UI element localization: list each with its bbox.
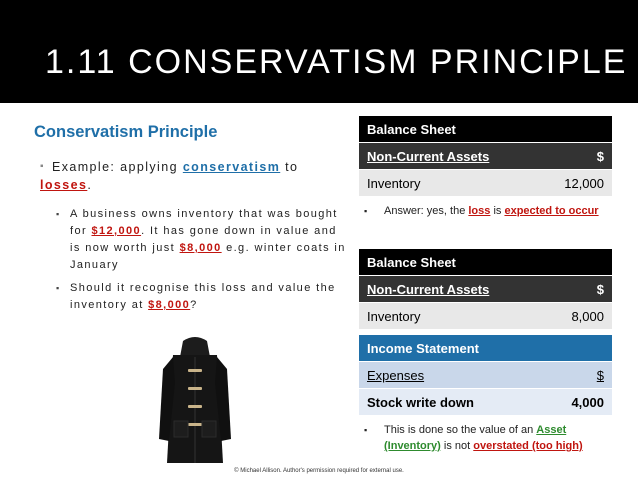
square-bullet-icon: ▪ (56, 209, 61, 219)
table-row (359, 303, 612, 330)
table-row-label: Inventory (359, 170, 539, 197)
bullet1-mid: . It has gone down in value and is now worth just (70, 225, 337, 254)
bullet2-post: ? (190, 299, 198, 311)
balance-sheet-after (359, 249, 612, 330)
amount-12000: $12,000 (91, 225, 142, 237)
sub-bullet-question (56, 280, 346, 314)
table-row (359, 389, 612, 416)
amount-8000: $8,000 (179, 242, 222, 254)
keyword-losses: losses (40, 178, 88, 192)
bullet2-pre: Should it recognise this loss and value the inventory at (70, 282, 336, 311)
table-header-row (359, 116, 612, 143)
example-text-post: . (87, 178, 93, 192)
copyright-footer: © Michael Allison. Author's permission required for external use. (234, 468, 404, 474)
table-section-row (359, 362, 612, 389)
table-currency: $ (539, 143, 612, 170)
table-row-value: 12,000 (539, 170, 612, 197)
square-bullet-icon: ▪ (364, 425, 368, 435)
answer2-pre: This is done so the value of an (384, 424, 537, 436)
keyword-overstated: overstated (too high) (473, 440, 583, 452)
bullet1-post: e.g. winter coats in January (70, 242, 346, 271)
square-bullet-icon: ▪ (40, 161, 45, 172)
example-bullet (40, 158, 330, 194)
answer1-pre: Answer: yes, the (384, 205, 469, 217)
table-row-value: 4,000 (540, 389, 612, 416)
table-title: Income Statement (359, 335, 612, 362)
sub-bullet-inventory-text (70, 206, 346, 274)
answer-bullet-2 (364, 422, 614, 454)
sub-bullet-question-text (70, 280, 346, 314)
keyword-asset: Asset (Inventory) (384, 424, 567, 452)
example-text-mid: to (280, 160, 299, 174)
keyword-conservatism: conservatism (182, 160, 281, 174)
amount-8000-question: $8,000 (148, 299, 191, 311)
table-title: Balance Sheet (359, 116, 612, 143)
balance-sheet-before (359, 116, 612, 197)
slide-title: 1.11 CONSERVATISM PRINCIPLE (45, 43, 628, 81)
keyword-expected: expected to occur (504, 205, 599, 217)
table-section-row (359, 276, 612, 303)
answer-bullet-1 (364, 203, 614, 219)
table-section-label: Non-Current Assets (359, 276, 546, 303)
sub-bullet-inventory (56, 206, 346, 274)
answer1-mid: is (490, 205, 505, 217)
title-bar (0, 0, 638, 103)
table-section-label: Expenses (359, 362, 540, 389)
example-text-pre: Example: applying (52, 160, 183, 174)
table-section-row (359, 143, 612, 170)
table-header-row (359, 335, 612, 362)
answer-1-text (384, 203, 614, 219)
table-row (359, 170, 612, 197)
income-statement (359, 335, 612, 416)
answer2-mid: is not (440, 440, 474, 452)
table-currency: $ (546, 276, 612, 303)
table-row-value: 8,000 (546, 303, 612, 330)
square-bullet-icon: ▪ (364, 206, 368, 216)
table-title: Balance Sheet (359, 249, 612, 276)
table-header-row (359, 249, 612, 276)
table-currency: $ (540, 362, 612, 389)
table-row-label: Stock write down (359, 389, 540, 416)
keyword-loss: loss (468, 205, 491, 217)
answer-2-text (384, 422, 614, 454)
winter-coat-image (155, 335, 235, 467)
table-row-label: Inventory (359, 303, 546, 330)
example-text (40, 160, 298, 192)
table-section-label: Non-Current Assets (359, 143, 539, 170)
square-bullet-icon: ▪ (56, 283, 61, 293)
bullet1-pre: A business owns inventory that was bought for (70, 208, 338, 237)
section-heading: Conservatism Principle (34, 123, 218, 141)
